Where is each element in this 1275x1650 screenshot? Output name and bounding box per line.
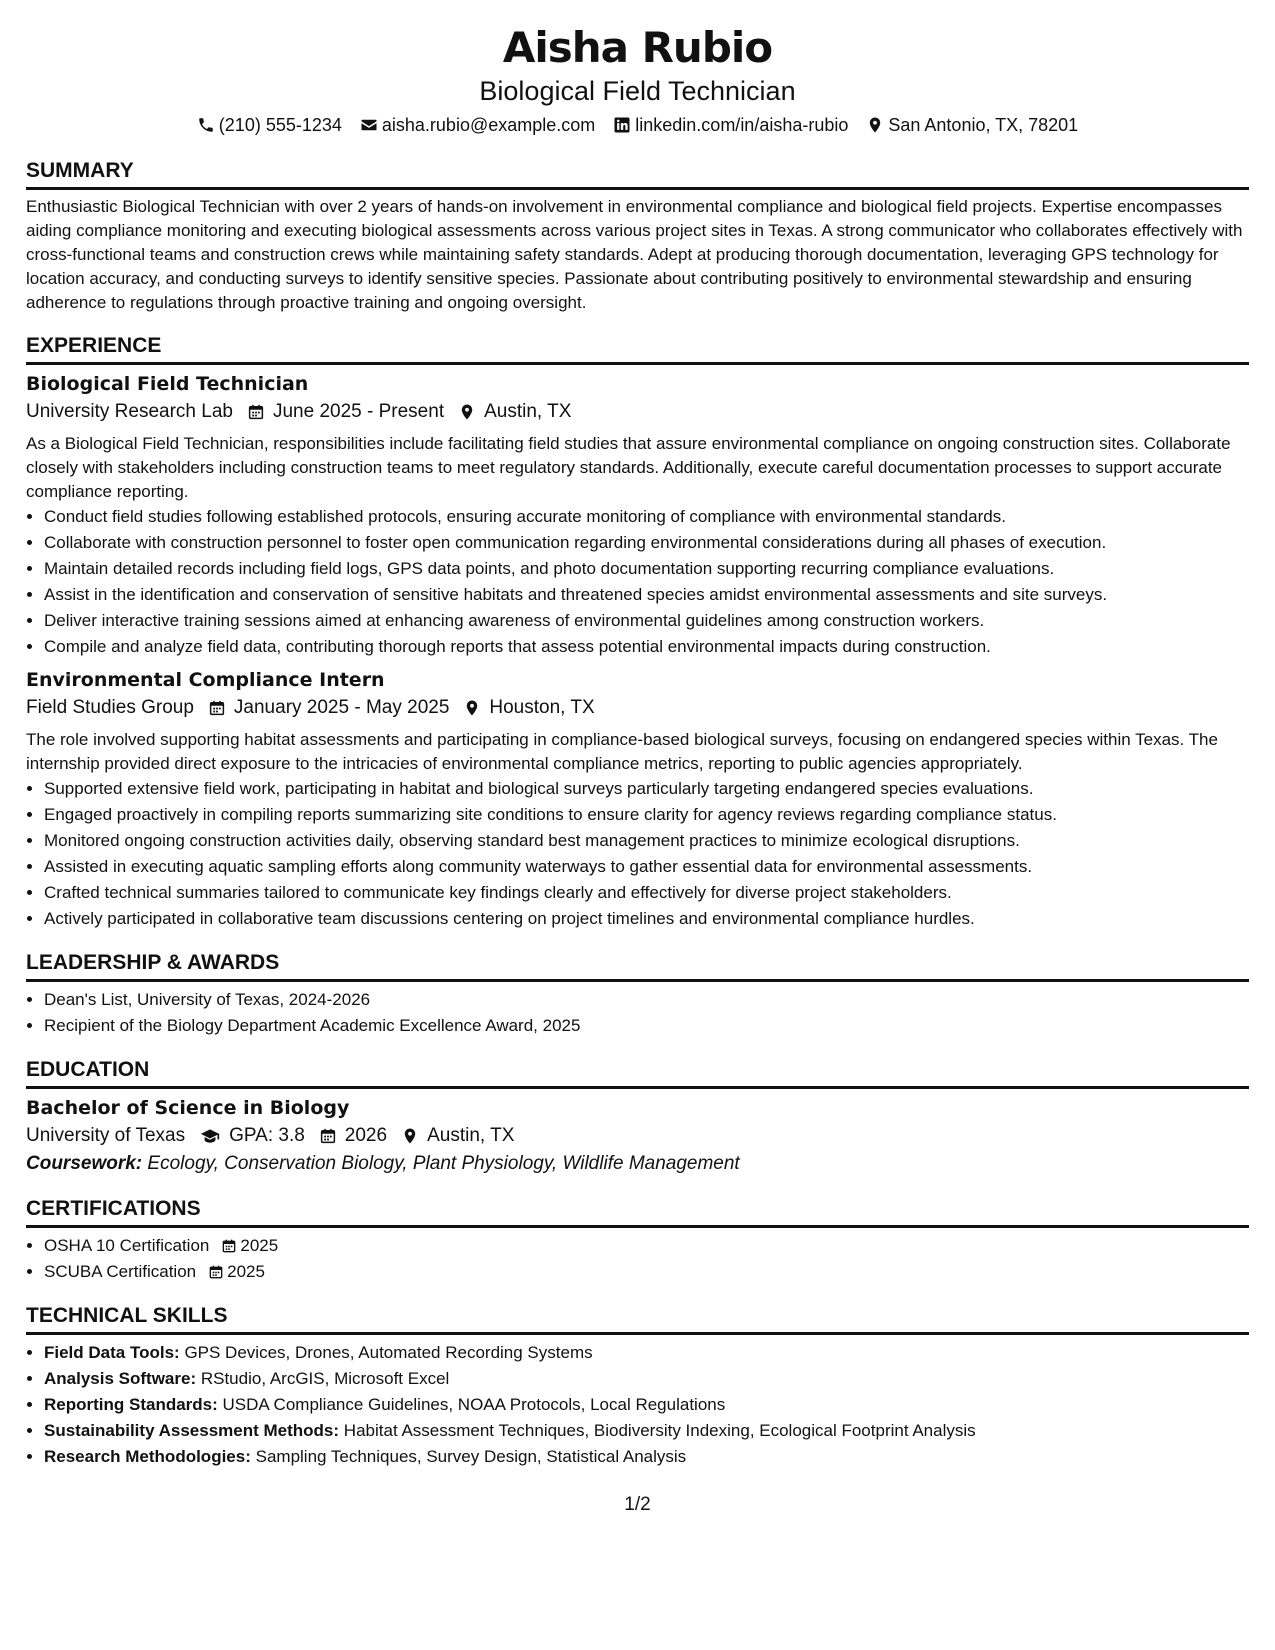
graduation-cap-icon <box>199 1126 221 1146</box>
graduation-year: 2026 <box>344 1125 388 1146</box>
location-text: San Antonio, TX, 78201 <box>888 115 1079 135</box>
email-text: aisha.rubio@example.com <box>381 115 596 135</box>
leadership-list <box>26 987 1249 1039</box>
contact-phone[interactable] <box>197 112 342 138</box>
calendar-icon <box>208 699 226 717</box>
contact-linkedin[interactable] <box>613 112 848 138</box>
phone-text: (210) 555-1234 <box>218 115 342 135</box>
job-bullets <box>26 504 1249 660</box>
summary-text: Enthusiastic Biological Technician with over 2 years of hands-on involvement in environmental compliance and biological field projects. Expertise encompasses aiding compliance monitoring and executing biological assessments across various project sites in Texas. A strong communicator who collaborates effectively with cross-functional teams and construction crews while maintaining safety standards. Adept at producing thorough documentation, leveraging GPS technology for location accuracy, and conducting surveys to identify sensitive species. Passionate about contributing positively to environmental stewardship and ensuring adherence to regulations through proactive training and ongoing oversight. <box>26 197 1243 312</box>
coursework <box>26 1150 1249 1178</box>
map-pin-icon <box>401 1127 419 1145</box>
list-item <box>44 1233 1249 1259</box>
list-item <box>44 1340 1249 1366</box>
summary-heading: SUMMARY <box>26 158 1249 190</box>
job-dates: January 2025 - May 2025 <box>233 697 450 718</box>
skill-label: Sustainability Assessment Methods: <box>44 1421 340 1440</box>
job-description: The role involved supporting habitat assessments and participating in compliance-based biological surveys, focusing on endangered species within Texas. The internship provided direct exposure to the intricacies of environmental compliance metrics, reporting to public agencies appropriately. <box>26 730 1218 773</box>
skill-value: Habitat Assessment Techniques, Biodiversity Indexing, Ecological Footprint Analysis <box>343 1421 976 1440</box>
calendar-icon <box>319 1127 337 1145</box>
coursework-label: Coursework: <box>26 1153 143 1174</box>
experience-heading: EXPERIENCE <box>26 333 1249 365</box>
skill-value: RStudio, ArcGIS, Microsoft Excel <box>200 1369 450 1388</box>
skill-value: USDA Compliance Guidelines, NOAA Protocols, Local Regulations <box>222 1395 726 1414</box>
job-org: University Research Lab <box>26 401 233 422</box>
experience-section <box>26 333 1249 932</box>
school-location: Austin, TX <box>427 1125 515 1146</box>
skills-heading: TECHNICAL SKILLS <box>26 1303 1249 1335</box>
summary-section <box>26 158 1249 315</box>
skills-list <box>26 1340 1249 1470</box>
leadership-section <box>26 950 1249 1039</box>
job-dates: June 2025 - Present <box>272 401 445 422</box>
certifications-list <box>26 1233 1249 1285</box>
education-heading: EDUCATION <box>26 1057 1249 1089</box>
calendar-icon <box>221 1238 237 1254</box>
list-item: • Conduct field studies following established protocols, ensuring accurate monitoring of compliance with environmental standards. <box>44 504 1249 530</box>
list-item: • Deliver interactive training sessions aimed at enhancing awareness of environmental guidelines among construction workers. <box>44 608 1249 634</box>
list-item: • Engaged proactively in compiling reports summarizing site conditions to ensure clarity for agency reviews regarding compliance status. <box>44 802 1249 828</box>
gpa-text: GPA: 3.8 <box>229 1125 305 1146</box>
school-name: University of Texas <box>26 1125 186 1146</box>
list-item <box>44 1444 1249 1470</box>
map-pin-icon <box>458 403 476 421</box>
list-item: • Actively participated in collaborative team discussions centering on project timelines and environmental compliance hurdles. <box>44 906 1249 932</box>
cert-name: • OSHA 10 Certification <box>44 1236 210 1255</box>
job-bullets <box>26 776 1249 932</box>
list-item: • Assist in the identification and conservation of sensitive habitats and threatened species amidst environmental assessments and site surveys. <box>44 582 1249 608</box>
contact-location <box>866 112 1078 138</box>
page-number: 1/2 <box>624 1494 651 1515</box>
skill-value: Sampling Techniques, Survey Design, Statistical Analysis <box>255 1447 687 1466</box>
list-item: • Recipient of the Biology Department Academic Excellence Award, 2025 <box>44 1013 1249 1039</box>
contact-email[interactable] <box>360 112 595 138</box>
calendar-icon <box>247 403 265 421</box>
skill-label: Field Data Tools: <box>44 1343 180 1362</box>
list-item: • Monitored ongoing construction activities daily, observing standard best management practices to minimize ecological disruptions. <box>44 828 1249 854</box>
list-item: • Collaborate with construction personnel to foster open communication regarding environmental considerations during all phases of execution. <box>44 530 1249 556</box>
linkedin-text: linkedin.com/in/aisha-rubio <box>635 115 849 135</box>
coursework-list: Ecology, Conservation Biology, Plant Physiology, Wildlife Management <box>147 1153 740 1174</box>
certifications-section <box>26 1196 1249 1285</box>
skill-label: Reporting Standards: <box>44 1395 218 1414</box>
job-entry <box>26 666 1249 932</box>
cert-year: 2025 <box>227 1262 265 1281</box>
list-item <box>44 1259 1249 1285</box>
cert-year: 2025 <box>240 1236 279 1255</box>
list-item: • Supported extensive field work, participating in habitat and biological surveys particularly targeting endangered species evaluations. <box>44 776 1249 802</box>
education-section <box>26 1057 1249 1178</box>
list-item: • Compile and analyze field data, contributing thorough reports that assess potential environmental impacts during construction. <box>44 634 1249 660</box>
job-meta <box>26 398 1249 426</box>
job-location: Austin, TX <box>484 401 572 422</box>
job-description: As a Biological Field Technician, responsibilities include facilitating field studies that assure environmental compliance on ongoing construction sites. Collaborate closely with stakeholders including construction teams to meet regulatory standards. Additionally, execute careful documentation processes to support accurate compliance reporting. <box>26 434 1231 501</box>
skills-section <box>26 1303 1249 1470</box>
job-location: Houston, TX <box>489 697 595 718</box>
linkedin-icon <box>613 116 631 134</box>
job-title: Biological Field Technician <box>26 373 309 395</box>
skill-label: Research Methodologies: <box>44 1447 251 1466</box>
contact-bar <box>26 112 1249 138</box>
certifications-heading: CERTIFICATIONS <box>26 1196 1249 1228</box>
cert-name: • SCUBA Certification <box>44 1262 197 1281</box>
list-item <box>44 1366 1249 1392</box>
leadership-heading: LEADERSHIP & AWARDS <box>26 950 1249 982</box>
map-pin-icon <box>463 699 481 717</box>
skill-value: GPS Devices, Drones, Automated Recording Systems <box>184 1343 593 1362</box>
job-entry <box>26 370 1249 660</box>
candidate-title: Biological Field Technician <box>479 76 796 106</box>
list-item <box>44 1392 1249 1418</box>
list-item: • Maintain detailed records including field logs, GPS data points, and photo documentation supporting recurring compliance evaluations. <box>44 556 1249 582</box>
degree-title: Bachelor of Science in Biology <box>26 1097 350 1119</box>
phone-icon <box>197 116 215 134</box>
map-pin-icon <box>866 116 884 134</box>
envelope-icon <box>360 116 378 134</box>
skill-label: Analysis Software: <box>44 1369 197 1388</box>
calendar-icon <box>208 1264 224 1280</box>
job-title: Environmental Compliance Intern <box>26 669 385 691</box>
education-meta <box>26 1122 1249 1150</box>
list-item: • Crafted technical summaries tailored to communicate key findings clearly and effectively for diverse project stakeholders. <box>44 880 1249 906</box>
list-item: • Dean's List, University of Texas, 2024-2026 <box>44 987 1249 1013</box>
job-meta <box>26 694 1249 722</box>
job-org: Field Studies Group <box>26 697 194 718</box>
list-item: • Assisted in executing aquatic sampling efforts along community waterways to gather essential data for environmental assessments. <box>44 854 1249 880</box>
list-item <box>44 1418 1249 1444</box>
candidate-name: Aisha Rubio <box>502 23 773 72</box>
